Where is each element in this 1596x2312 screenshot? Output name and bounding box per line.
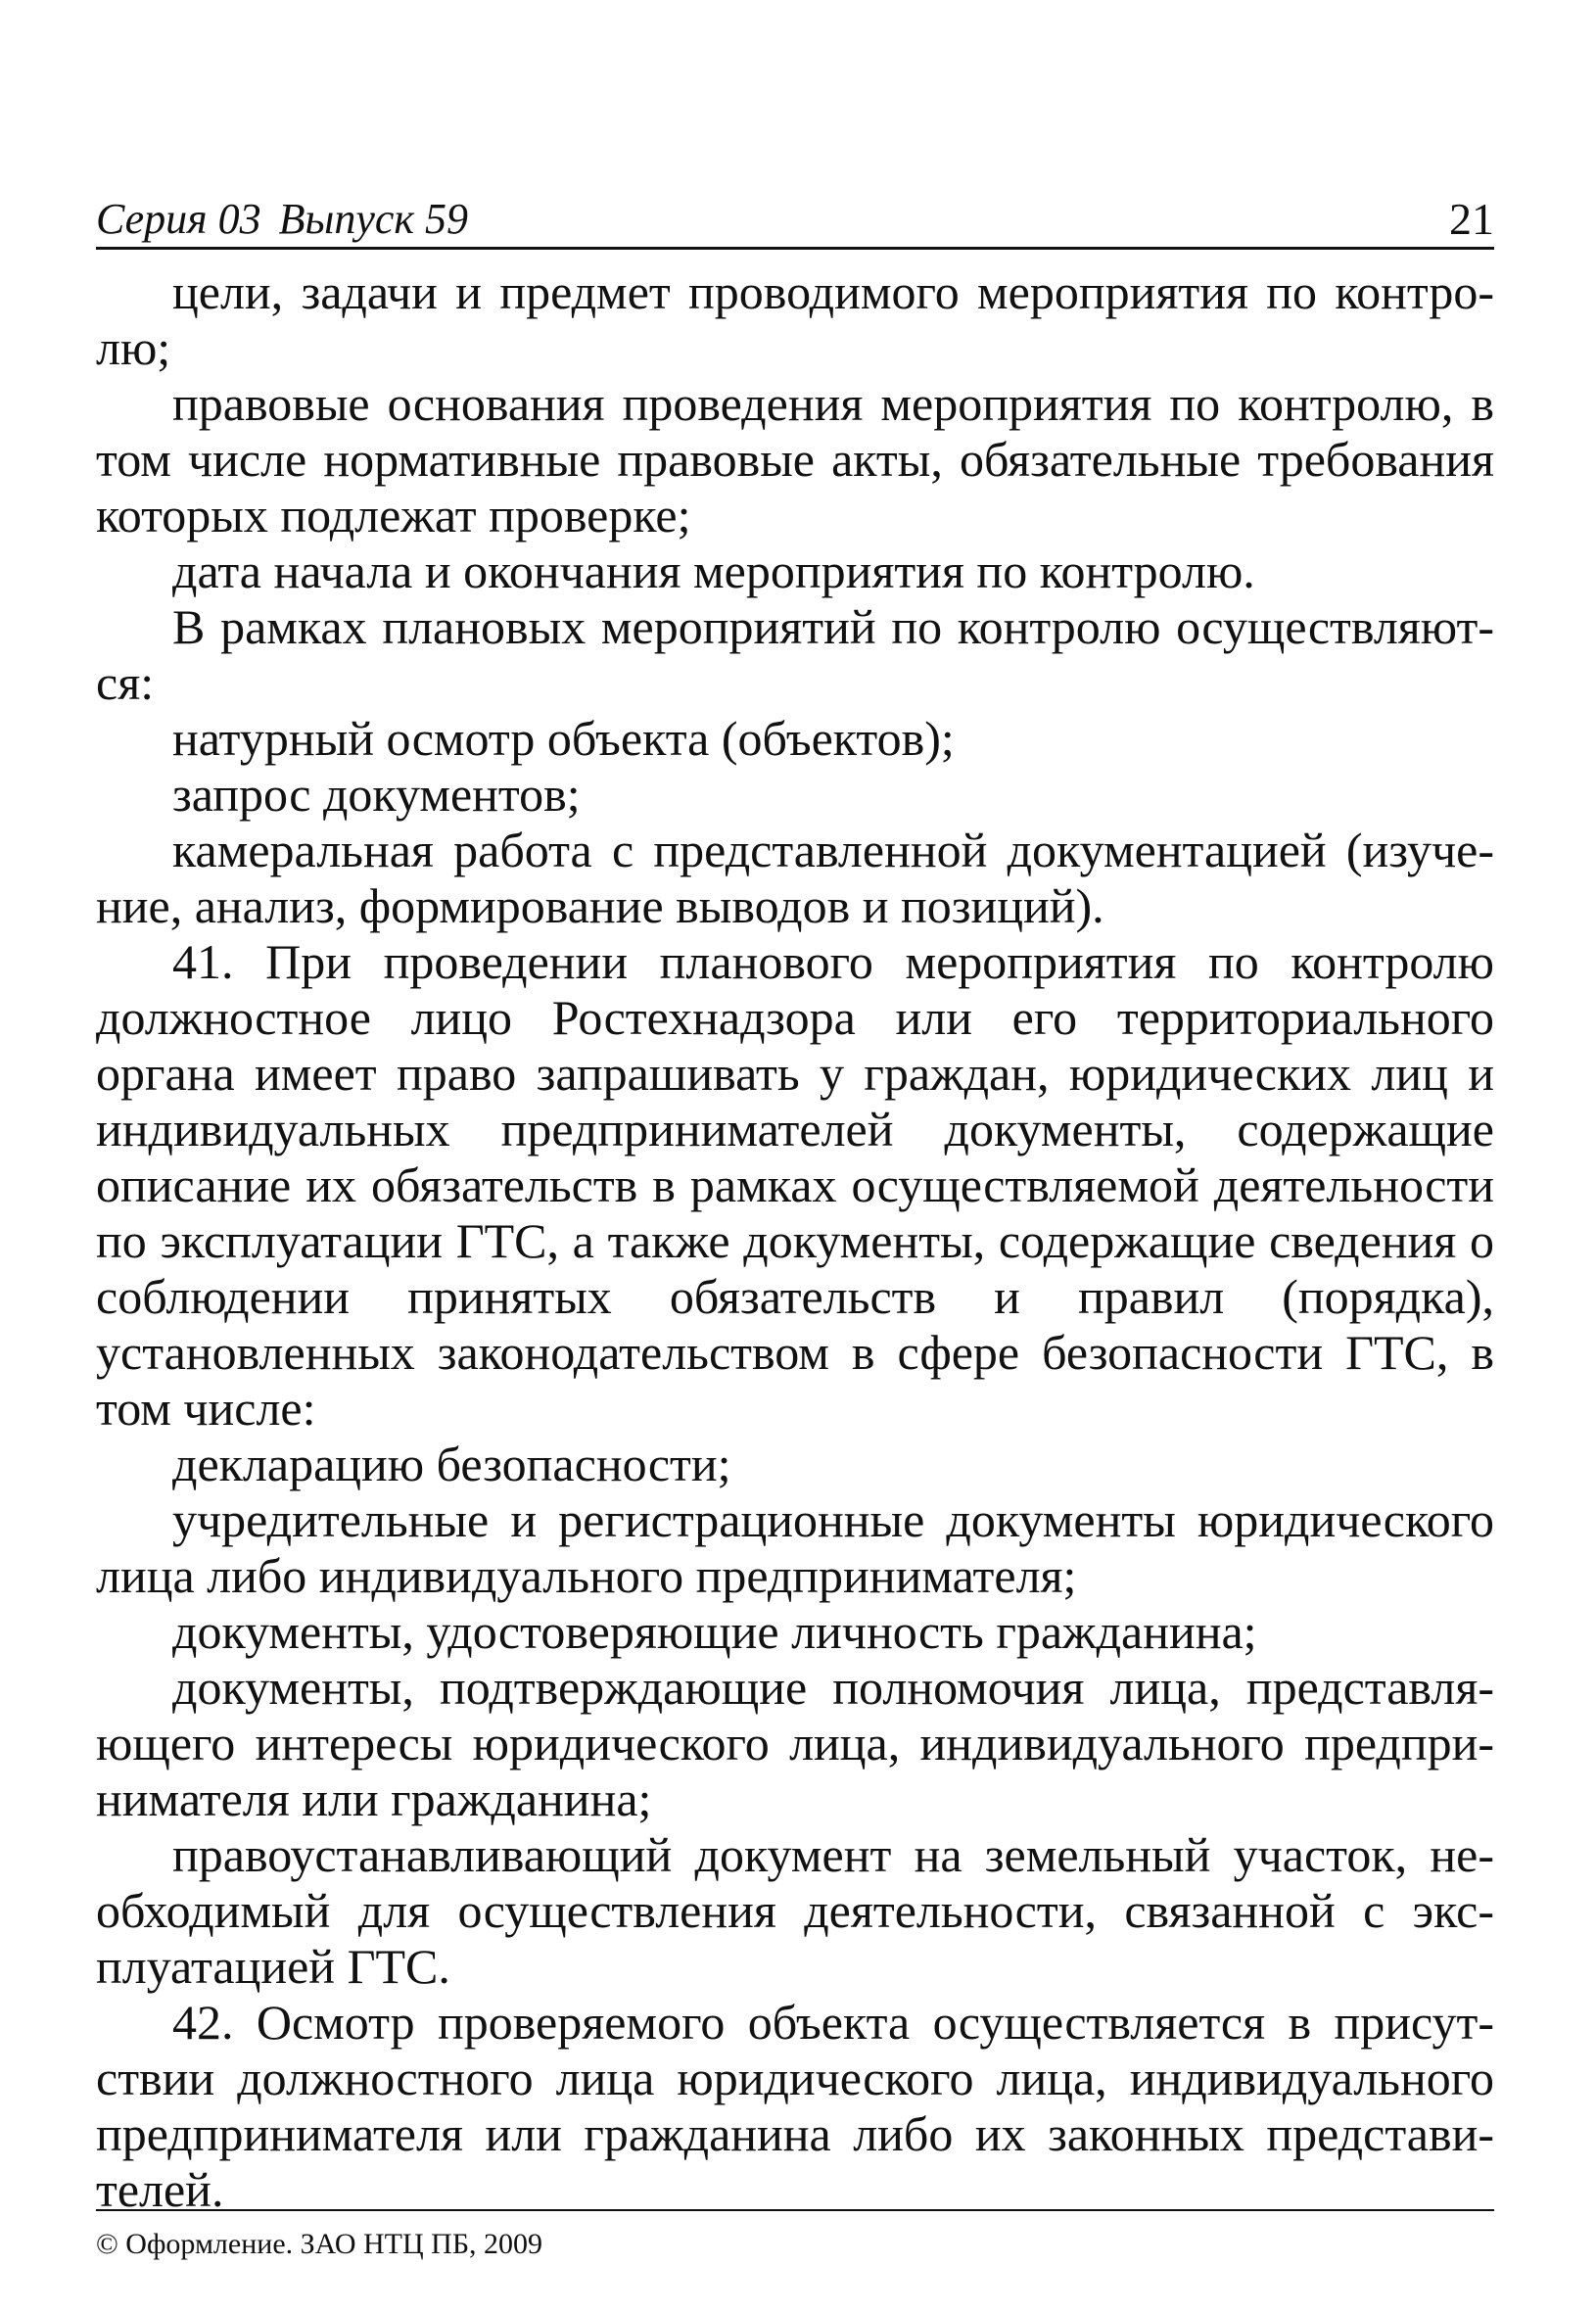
paragraph: дата начала и окончания мероприятия по контролю. — [172, 543, 1255, 598]
paragraph: натурный осмотр объекта (объектов); — [172, 711, 955, 766]
paragraph: цели, задачи и предмет проводимого мероприятия по контролю; — [96, 264, 1494, 375]
paragraph: учредительные и регистрационные документы юридического лица либо индивидуального предпринимателя; — [96, 1492, 1494, 1603]
paragraph: запрос документов; — [172, 767, 581, 822]
copyright-footer: © Оформление. ЗАО НТЦ ПБ, 2009 — [96, 2209, 1494, 2262]
page-number: 21 — [1449, 194, 1494, 244]
series-label: Серия 03 — [96, 195, 261, 243]
paragraph-42: 42. Осмотр проверяемого объекта осуществляется в присутствии должностного лица юридического лица, индивидуального предпринимателя или гражданина либо их законных представителей. — [96, 1995, 1494, 2217]
document-page — [96, 0, 1494, 2312]
paragraph: камеральная работа с представленной документацией (изучение, анализ, формирование выводов и позиций). — [96, 823, 1494, 933]
paragraph: декларацию безопасности; — [172, 1437, 731, 1491]
paragraph: правовые основания проведения мероприятия по контролю, в том числе нормативные правовые акты, обязательные требования которых подлежат проверке; — [96, 376, 1494, 543]
paragraph: правоустанавливающий документ на земельный участок, необходимый для осуществления деятельности, связанной с эксплуатацией ГТС. — [96, 1827, 1494, 1994]
paragraph: документы, подтверждающие полномочия лица, представляющего интересы юридического лица, индивидуального предпринимателя или гражданина; — [96, 1660, 1494, 1826]
issue-label: Выпуск 59 — [278, 195, 468, 243]
running-header — [96, 192, 1494, 250]
paragraph-41: 41. При проведении планового мероприятия по контролю должностное лицо Ростехнадзора или его территориального органа имеет право запрашивать у граждан, юридических лиц и индивидуальных предпринимателей документы, содержащие описание их обязательств в рамках осуществляемой деятельности по эксплуатации ГТС, а также документы, содержащие сведения о соблюдении принятых обязательств и правил (порядка), установленных законодательством в сфере безопасности ГТС, в том числе: — [96, 934, 1494, 1436]
paragraph: документы, удостоверяющие личность гражданина; — [172, 1604, 1257, 1659]
series-issue-label — [96, 192, 468, 247]
document-body — [96, 264, 1494, 2218]
paragraph: В рамках плановых мероприятий по контролю осуществляются: — [96, 599, 1494, 710]
